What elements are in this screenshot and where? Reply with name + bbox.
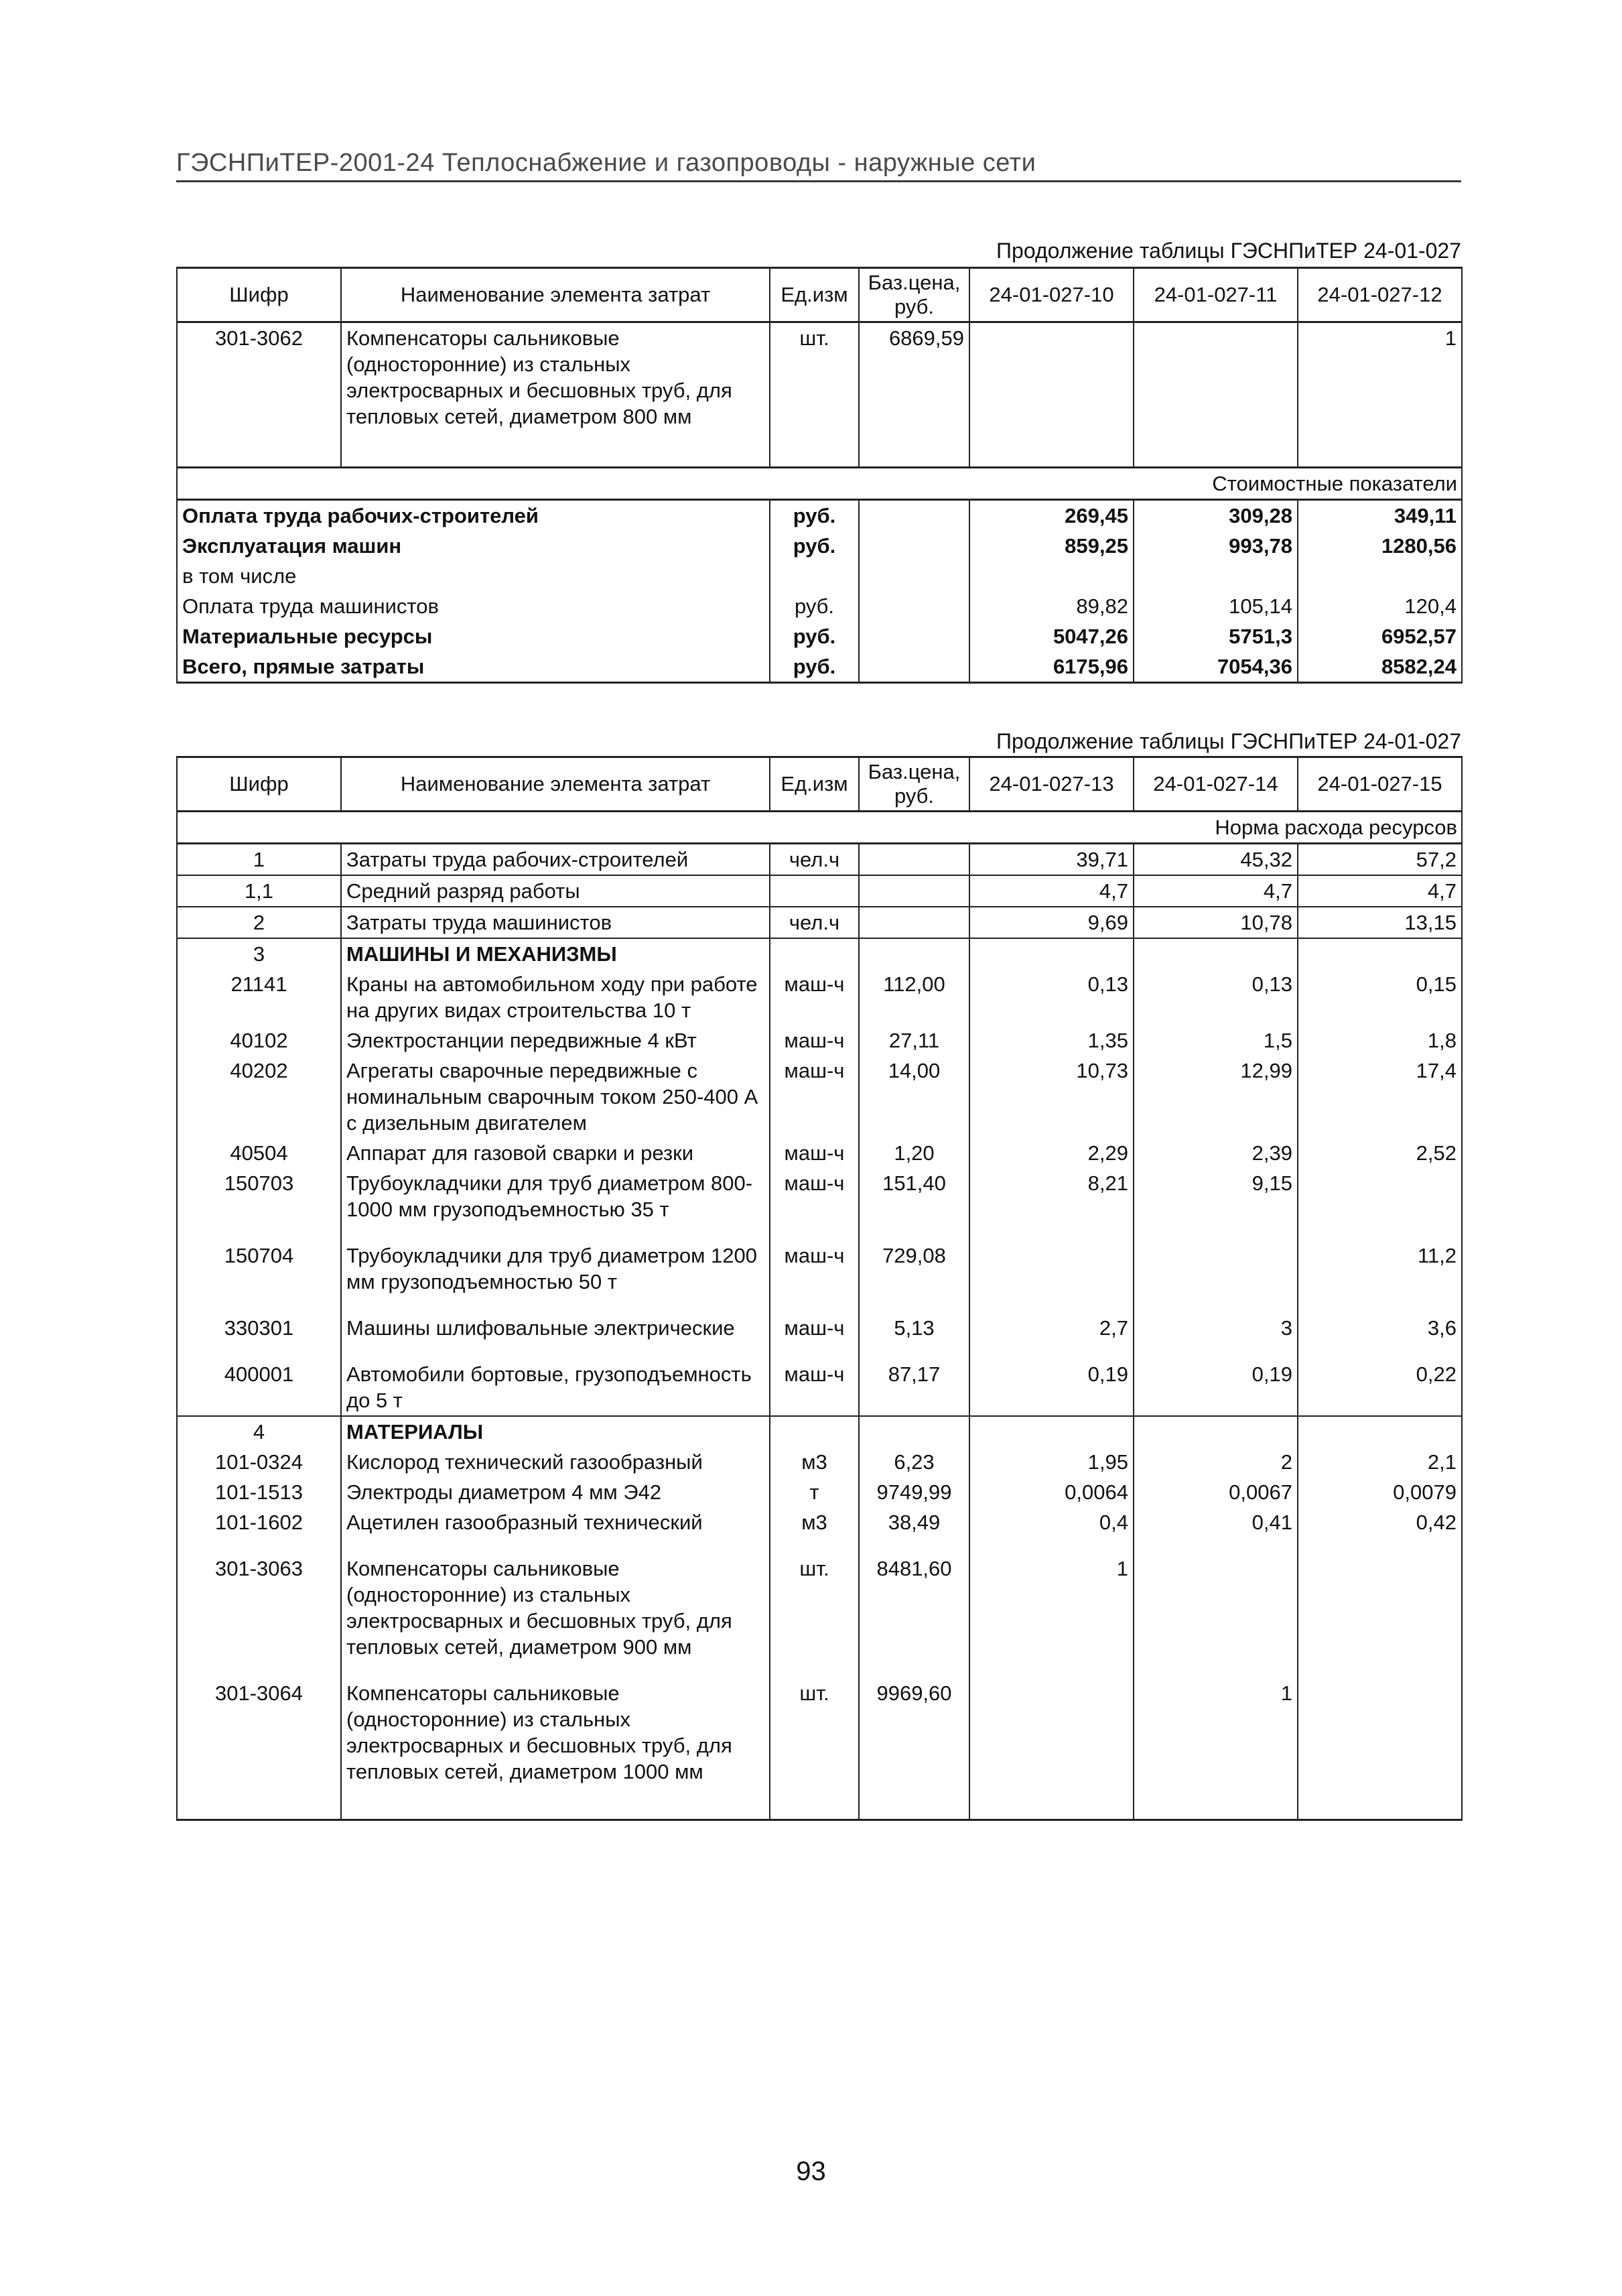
section-bar [177,812,1462,844]
row-unit [770,938,859,969]
table2-header-row [177,757,1462,812]
row-price [859,561,969,591]
cost-table [176,267,1463,684]
row-value: 8582,24 [1298,651,1462,683]
header-base-price: Баз.цена, руб. [859,757,969,812]
row-price [859,531,969,561]
row-value [1298,938,1462,969]
row-value: 12,99 [1134,1056,1298,1138]
row-value [969,322,1134,432]
row-code: 400001 [177,1359,341,1416]
row-value: 0,13 [969,969,1134,1025]
table-row [177,1477,1462,1507]
header-norm-10: 24-01-027-10 [969,268,1134,322]
row-code: 21141 [177,969,341,1025]
table-row [177,844,1462,876]
spacer-cell [859,432,969,468]
row-name: Компенсаторы сальниковые (односторонние) из стальных электросварных и бесшовных труб, для тепловых сетей, диаметром 800 мм [341,322,770,432]
row-price: 87,17 [859,1359,969,1416]
row-value: 2 [1134,1447,1298,1477]
spacer-cell [1298,432,1462,468]
row-value: 105,14 [1134,591,1298,621]
section-heading-row [177,1416,1462,1447]
table-row [177,531,1462,561]
spacer-row [177,1537,1462,1553]
row-value: 0,0064 [969,1477,1134,1507]
spacer-cell [177,1803,341,1820]
row-price: 38,49 [859,1507,969,1537]
row-unit: маш-ч [770,1359,859,1416]
row-code: 40504 [177,1138,341,1168]
spacer-cell [341,1803,770,1820]
row-value [1298,561,1462,591]
row-value: 6952,57 [1298,621,1462,651]
spacer-cell [177,1297,341,1313]
row-price: 112,00 [859,969,969,1025]
table1-body [177,322,1462,683]
row-unit: чел.ч [770,844,859,876]
row-price [859,621,969,651]
row-unit: маш-ч [770,1168,859,1224]
spacer-cell [1298,1343,1462,1359]
row-price: 9749,99 [859,1477,969,1507]
row-unit: руб. [770,621,859,651]
row-unit [770,561,859,591]
row-value: 349,11 [1298,500,1462,531]
row-code: 4 [177,1416,341,1447]
row-value: 11,2 [1298,1240,1462,1297]
header-unit: Ед.изм [770,757,859,812]
row-value: 0,13 [1134,969,1298,1025]
row-value [1134,561,1298,591]
row-price [859,938,969,969]
row-value: 0,0079 [1298,1477,1462,1507]
row-name: Оплата труда рабочих-строителей [177,500,770,531]
row-name: Трубоукладчики для труб диаметром 800-1000 мм грузоподъемностью 35 т [341,1168,770,1224]
row-value: 10,78 [1134,907,1298,938]
row-value: 9,69 [969,907,1134,938]
row-name: Трубоукладчики для труб диаметром 1200 мм грузоподъемностью 50 т [341,1240,770,1297]
row-name: МАТЕРИАЛЫ [341,1416,770,1447]
row-price: 151,40 [859,1168,969,1224]
row-value: 0,41 [1134,1507,1298,1537]
header-name: Наименование элемента затрат [341,757,770,812]
row-value: 4,7 [1298,875,1462,907]
row-value: 4,7 [1134,875,1298,907]
table-row [177,591,1462,621]
row-code: 330301 [177,1313,341,1343]
row-value: 2,52 [1298,1138,1462,1168]
spacer-cell [341,1224,770,1240]
spacer-row [177,1297,1462,1313]
row-price: 9969,60 [859,1678,969,1787]
row-value: 993,78 [1134,531,1298,561]
table-row [177,1138,1462,1168]
row-price: 5,13 [859,1313,969,1343]
row-value: 269,45 [969,500,1134,531]
row-code: 1,1 [177,875,341,907]
row-name: МАШИНЫ И МЕХАНИЗМЫ [341,938,770,969]
row-unit [770,875,859,907]
row-price [859,651,969,683]
row-code: 1 [177,844,341,876]
spacer-cell [770,1224,859,1240]
row-value: 1 [1134,1678,1298,1787]
row-price: 6,23 [859,1447,969,1477]
header-code: Шифр [177,268,341,322]
spacer-cell [341,1343,770,1359]
row-value: 0,42 [1298,1507,1462,1537]
row-value [1134,1416,1298,1447]
spacer-cell [969,1803,1134,1820]
row-value: 1,95 [969,1447,1134,1477]
row-value: 10,73 [969,1056,1134,1138]
row-unit: шт. [770,1553,859,1662]
spacer-row [177,1662,1462,1678]
spacer-cell [770,1343,859,1359]
section-heading-row [177,938,1462,969]
spacer-cell [1134,1787,1298,1803]
row-value: 5047,26 [969,621,1134,651]
row-unit: чел.ч [770,907,859,938]
row-value: 1,8 [1298,1025,1462,1056]
row-value: 7054,36 [1134,651,1298,683]
row-value [1298,1553,1462,1662]
row-value: 9,15 [1134,1168,1298,1224]
resource-norm-table [176,756,1463,1821]
row-value: 1,5 [1134,1025,1298,1056]
spacer-cell [859,1662,969,1678]
spacer-row [177,1803,1462,1820]
spacer-cell [770,1537,859,1553]
table-row [177,969,1462,1025]
spacer-cell [177,1662,341,1678]
row-value: 57,2 [1298,844,1462,876]
row-name: Ацетилен газообразный технический [341,1507,770,1537]
row-price [859,591,969,621]
row-value: 0,15 [1298,969,1462,1025]
row-price: 6869,59 [859,322,969,432]
row-value [1298,1168,1462,1224]
spacer-cell [770,1297,859,1313]
row-value: 13,15 [1298,907,1462,938]
spacer-cell [177,432,341,468]
table-row [177,621,1462,651]
table-row [177,1056,1462,1138]
row-name: Затраты труда машинистов [341,907,770,938]
spacer-cell [859,1787,969,1803]
spacer-row [177,1343,1462,1359]
spacer-cell [341,1537,770,1553]
row-unit: маш-ч [770,1313,859,1343]
table-row [177,1240,1462,1297]
table-row [177,1168,1462,1224]
row-unit: м3 [770,1507,859,1537]
spacer-cell [859,1803,969,1820]
row-value: 17,4 [1298,1056,1462,1138]
spacer-cell [1134,1803,1298,1820]
row-value: 89,82 [969,591,1134,621]
row-value [969,561,1134,591]
row-value: 3,6 [1298,1313,1462,1343]
row-price [859,844,969,876]
header-base-price: Баз.цена, руб. [859,268,969,322]
row-value: 4,7 [969,875,1134,907]
row-price [859,875,969,907]
row-name: Кислород технический газообразный [341,1447,770,1477]
spacer-cell [1298,1787,1462,1803]
row-value [969,1240,1134,1297]
row-value: 2,1 [1298,1447,1462,1477]
page-number: 93 [796,2157,826,2186]
row-name: Компенсаторы сальниковые (односторонние) из стальных электросварных и бесшовных труб, для тепловых сетей, диаметром 900 мм [341,1553,770,1662]
row-unit: маш-ч [770,1138,859,1168]
table2-body [177,812,1462,1820]
row-name: Компенсаторы сальниковые (односторонние) из стальных электросварных и бесшовных труб, для тепловых сетей, диаметром 1000 мм [341,1678,770,1787]
spacer-cell [770,1803,859,1820]
row-value [969,1416,1134,1447]
spacer-cell [969,1662,1134,1678]
row-value: 859,25 [969,531,1134,561]
spacer-cell [341,1787,770,1803]
header-norm-11: 24-01-027-11 [1134,268,1298,322]
spacer-cell [1298,1537,1462,1553]
row-value: 1 [969,1553,1134,1662]
section-label: Норма расхода ресурсов [177,812,1462,844]
spacer-cell [341,1662,770,1678]
row-price: 14,00 [859,1056,969,1138]
row-unit: м3 [770,1447,859,1477]
row-code: 301-3064 [177,1678,341,1787]
row-value: 120,4 [1298,591,1462,621]
spacer-cell [177,1343,341,1359]
spacer-cell [969,1297,1134,1313]
row-value: 0,22 [1298,1359,1462,1416]
row-value: 5751,3 [1134,621,1298,651]
spacer-cell [969,1537,1134,1553]
row-value: 45,32 [1134,844,1298,876]
row-code: 101-1602 [177,1507,341,1537]
spacer-cell [341,1297,770,1313]
row-name: Средний разряд работы [341,875,770,907]
table-row [177,875,1462,907]
row-value: 0,19 [969,1359,1134,1416]
spacer-cell [770,432,859,468]
header-unit: Ед.изм [770,268,859,322]
spacer-cell [969,432,1134,468]
row-code: 101-0324 [177,1447,341,1477]
spacer-cell [1134,1662,1298,1678]
spacer-cell [859,1297,969,1313]
spacer-row [177,1224,1462,1240]
table2-caption: Продолжение таблицы ГЭСНПиТЕР 24-01-027 [996,729,1461,753]
row-unit: руб. [770,500,859,531]
table1-header-row [177,268,1462,322]
row-unit: маш-ч [770,1240,859,1297]
row-name: Аппарат для газовой сварки и резки [341,1138,770,1168]
row-value [1134,1240,1298,1297]
row-value [1298,1416,1462,1447]
row-price [859,907,969,938]
row-name: Электростанции передвижные 4 кВт [341,1025,770,1056]
spacer-cell [859,1224,969,1240]
row-value: 309,28 [1134,500,1298,531]
row-code: 301-3062 [177,322,341,432]
row-value [1134,322,1298,432]
spacer-cell [1134,1343,1298,1359]
row-name: Затраты труда рабочих-строителей [341,844,770,876]
table-row [177,561,1462,591]
row-code: 3 [177,938,341,969]
row-name: в том числе [177,561,770,591]
table-row [177,322,1462,432]
row-price [859,500,969,531]
row-value: 1280,56 [1298,531,1462,561]
spacer-cell [770,1787,859,1803]
section-bar [177,468,1462,500]
spacer-row [177,1787,1462,1803]
row-value [1134,1553,1298,1662]
spacer-cell [770,1662,859,1678]
row-name: Оплата труда машинистов [177,591,770,621]
row-name: Всего, прямые затраты [177,651,770,683]
table-row [177,500,1462,531]
header-code: Шифр [177,757,341,812]
row-code: 40102 [177,1025,341,1056]
row-code: 150703 [177,1168,341,1224]
row-name: Электроды диаметром 4 мм Э42 [341,1477,770,1507]
row-unit: маш-ч [770,969,859,1025]
row-name: Машины шлифовальные электрические [341,1313,770,1343]
row-value [969,938,1134,969]
row-unit: маш-ч [770,1025,859,1056]
row-price: 729,08 [859,1240,969,1297]
table-row [177,1447,1462,1477]
row-price [859,1416,969,1447]
row-value: 6175,96 [969,651,1134,683]
row-value [969,1678,1134,1787]
table-row [177,1313,1462,1343]
row-value: 2,7 [969,1313,1134,1343]
row-value: 39,71 [969,844,1134,876]
row-code: 40202 [177,1056,341,1138]
row-value: 3 [1134,1313,1298,1343]
row-unit: руб. [770,591,859,621]
spacer-cell [1134,1224,1298,1240]
row-name: Автомобили бортовые, грузоподъемность до 5 т [341,1359,770,1416]
row-code: 150704 [177,1240,341,1297]
row-value: 1,35 [969,1025,1134,1056]
spacer-cell [1134,432,1298,468]
spacer-cell [1298,1297,1462,1313]
row-name: Эксплуатация машин [177,531,770,561]
row-unit: маш-ч [770,1056,859,1138]
spacer-cell [1298,1662,1462,1678]
row-value: 0,0067 [1134,1477,1298,1507]
table-row [177,1025,1462,1056]
header-norm-13: 24-01-027-13 [969,757,1134,812]
spacer-cell [1298,1224,1462,1240]
spacer-cell [1134,1537,1298,1553]
row-name: Материальные ресурсы [177,621,770,651]
spacer-cell [341,432,770,468]
header-norm-15: 24-01-027-15 [1298,757,1462,812]
spacer-cell [1298,1803,1462,1820]
spacer-row [177,432,1462,468]
spacer-cell [859,1343,969,1359]
row-unit [770,1416,859,1447]
table-row [177,907,1462,938]
table-row [177,1678,1462,1787]
spacer-cell [177,1787,341,1803]
row-value [1134,938,1298,969]
table-row [177,1359,1462,1416]
row-price: 1,20 [859,1138,969,1168]
row-unit: шт. [770,322,859,432]
row-value: 0,4 [969,1507,1134,1537]
table-row [177,1507,1462,1537]
table-row [177,651,1462,683]
running-header: ГЭСНПиТЕР-2001-24 Теплоснабжение и газопроводы - наружные сети [176,149,1461,182]
row-name: Агрегаты сварочные передвижные с номинальным сварочным током 250-400 А с дизельным двигателем [341,1056,770,1138]
row-value: 2,39 [1134,1138,1298,1168]
spacer-cell [969,1787,1134,1803]
row-unit: т [770,1477,859,1507]
row-name: Краны на автомобильном ходу при работе на других видах строительства 10 т [341,969,770,1025]
header-norm-12: 24-01-027-12 [1298,268,1462,322]
row-price: 8481,60 [859,1553,969,1662]
spacer-cell [177,1537,341,1553]
row-value: 1 [1298,322,1462,432]
row-code: 2 [177,907,341,938]
header-norm-14: 24-01-027-14 [1134,757,1298,812]
row-price: 27,11 [859,1025,969,1056]
row-value: 8,21 [969,1168,1134,1224]
row-unit: шт. [770,1678,859,1787]
row-unit: руб. [770,531,859,561]
spacer-cell [969,1224,1134,1240]
table1-caption: Продолжение таблицы ГЭСНПиТЕР 24-01-027 [996,239,1461,263]
spacer-cell [969,1343,1134,1359]
spacer-cell [177,1224,341,1240]
row-value: 2,29 [969,1138,1134,1168]
row-code: 101-1513 [177,1477,341,1507]
row-code: 301-3063 [177,1553,341,1662]
row-value: 0,19 [1134,1359,1298,1416]
table-row [177,1553,1462,1662]
spacer-cell [859,1537,969,1553]
header-name: Наименование элемента затрат [341,268,770,322]
row-value [1298,1678,1462,1787]
spacer-cell [1134,1297,1298,1313]
row-unit: руб. [770,651,859,683]
section-label: Стоимостные показатели [177,468,1462,500]
